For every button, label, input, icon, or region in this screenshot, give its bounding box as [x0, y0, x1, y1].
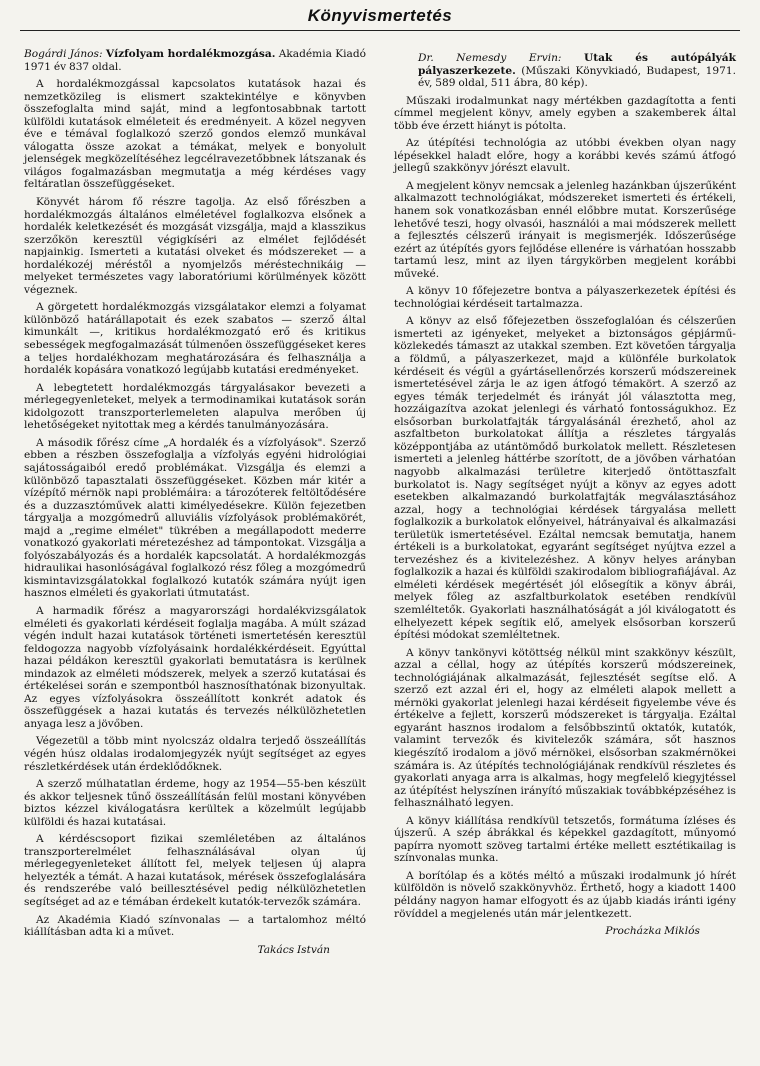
review-work-title: Vízfolyam hordalékmozgása.: [105, 48, 276, 60]
review-publication-details: (Műszaki Könyvkiadó, Budapest, 1971. év, 589 oldal, 511 ábra, 80 kép).: [418, 64, 736, 90]
title-rule: [20, 30, 740, 31]
review-paragraph: Könyvét három fő részre tagolja. Az első főrészben a hordalékmozgás általános elméletével foglalkozva elsőnek a hordalék keletkezését és mozgását vizsgálja, majd a klasszikus szerzőkön keresztül végigkíséri az elmélet fejlődését napjainkig. Ismerteti a kutatási olveket és módszereket — a hordalékozéj méréstől a nyomjelzős méréstechnikáig — melyeket természetes vagy laboratóriumi körülmények között végeznek.: [24, 196, 366, 296]
review-paragraph: A megjelent könyv nemcsak a jelenleg hazánkban újszerűként alkalmazott technológiákat, módszereket ismerteti és értékeli, hanem sok vonatkozásban ennél előbbre mutat. Korszerűsége lehetővé teszi, hogy olvasói, használói a mai módszerek mellett a fejlesztés célszerű irányait is megismerjék. Időszerűsége ezért az útépítés gyors fejlődése ellenére is várhatóan hosszabb tartamú lesz, mint az ilyen tárgykörben megjelent korábbi műveké.: [394, 179, 736, 280]
review-paragraph: A borítólap és a kötés méltó a műszaki irodalmunk jó hírét külföldön is növelő szakkönyvhöz. Érthető, hogy a kiadott 1400 példány nagyon hamar elfogyott és az újabb kiadás iránti igény rövíddel a megjelenés után már jelentkezett.: [394, 869, 736, 920]
review-paragraph: Az Akadémia Kiadó színvonalas — a tartalomhoz méltó kiállításban adta ki a művet.: [24, 913, 366, 939]
review-paragraph: A lebegtetett hordalékmozgás tárgyalásakor bevezeti a mérlegegyenleteket, melyek a termodinamikai kutatások során kidolgozott transzporterlemeleten alapulva merőben új lehetőségeket nyitottak meg a kérdés tanulmányozására.: [24, 381, 366, 432]
review-paragraph: A harmadik főrész a magyarországi hordalékvizsgálatok elméleti és gyakorlati kérdéseit foglalja magába. A múlt század végén indult hazai kutatások történeti ismertetésén keresztül feldogozza nagyobb vízfolyásaink hordalékkérdéseit. Egyúttal hazai példákon keresztül gyakorlati bemutatásra is kerülnek mindazok az elméleti módszerek, melyek a szerző kutatásai és értékelései során e szempontból hasznosíthatónak bizonyultak. Az egyes vízfolyásokra összeállított konkrét adatok és összefüggések a hazai kutatás és tervezés nélkülözhetetlen anyaga lesz a jövőben.: [24, 604, 366, 730]
review-paragraph: A szerző múlhatatlan érdeme, hogy az 1954—55-ben készült és akkor teljesnek tűnő összeállításán felül mostani könyvében biztos kézzel kiválogatásra kerültek a közelmúlt legújabb külföldi és hazai kutatásai.: [24, 778, 366, 828]
review-paragraph: Végezetül a több mint nyolcszáz oldalra terjedő összeállítás végén húsz oldalas irodalomjegyzék nyújt segítséget az egyes részletkérdések után érdeklődőknek.: [24, 735, 366, 773]
review-heading: [418, 52, 736, 90]
page-title: Könyvismertetés: [307, 6, 453, 25]
review-paragraph: A könyv az első főfejezetben összefoglalóan és célszerűen ismerteti az igényeket, melyeket a biztonságos gépjármű-közlekedés támaszt az utakkal szemben. Ezt követően tárgyalja a földmű, a pályaszerkezet, majd a különféle burkolatok kérdéseit és végül a gyártásellenőrzés korszerű módszereinek ismertetésével zárja le az igen átfogó témakört. A szerző az egyes témák terjedelmét és irányát jól választotta meg, hozzáigazítva azokat jelenlegi és várható fontosságukhoz. Ez elsősorban burkolatfajták tárgyalásánál érezhető, ahol az aszfaltbeton burkolatokat állítja a részletes tárgyalás középpontjába az utántömődő burkolatok mellett. Részletesen ismerteti a jelenleg háttérbe szorított, de a jövőben várhatóan nagyobb alkalmazási területre kiterjedő öntöttaszfalt burkolatot is. Nagy segítséget nyújt a könyv az egyes adott esetekben alkalmazandó burkolatfajták megválasztásához azzal, hogy a technológiai kérdések tárgyalása mellett foglalkozik a burkolatok előnyeivel, hátrányaival és alkalmazási területük ismertetésével. Ezáltal nemcsak bemutatja, hanem értékeli is a burkolatokat, egyaránt segítséget nyújtva ezzel a tervezéshez és a kivitelezéshez. A könyv helyes arányban foglalkozik a hazai és külföldi szakirodalom bibliografiájával. Az elméleti kérdések megértését jól elősegítik a könyv ábrái, melyek főleg az aszfaltburkolatok esetében rendkívül szemléltetők. Gyakorlati használhatóságát a jól kiválogatott és elhelyezett képek segítik elő, amelyek elsősorban korszerű építési módokat szemléltetnek.: [394, 315, 736, 642]
review-paragraph: A kérdéscsoport fizikai szemléletében az általános transzporterelmélet felhasználásával olyan új mérlegegyenleteket állított fel, melyek teljesen új alapra helyezték a témát. A hazai kutatások, mérések összefoglalására és rendszerébe való beillesztésével pedig nélkülözhetetlen segítséget ad az e témában érdekelt kutatók-tervezők számára.: [24, 833, 366, 908]
review-paragraph: A második főrész címe „A hordalék és a vízfolyások". Szerző ebben a részben összefoglalja a vízfolyás egyéni hidrológiai sajátosságaiból eredő problémákat. Vizsgálja és elemzi a különböző tapasztalati összefüggéseket. Közben már kitér a vízépítő mérnök napi problémáira: a tározóterek feltöltődésére és a duzzasztóművek alatti kimélyedésekre. Külön fejezetben tárgyalja a mozgómedrű alluviális vízfolyások problémakörét, majd a „regime elmélet" tükrében a megállapodott mederre vonatkozó gyakorlati méretezéshez ad támpontokat. Vizsgálja a folyószabályozás és a hordalék kapcsolatát. A hordalékmozgás hidraulikai hasonlóságával foglalkozó rész főleg a mozgómedrű kismintavizsgálatokkal foglalkozó kutatók számára nyújt igen hasznos elméleti és gyakorlati útmutatást.: [24, 436, 366, 600]
review-column-right: [394, 52, 736, 938]
review-signature: Procházka Miklós: [605, 925, 700, 938]
review-author: Dr. Nemesdy Ervin:: [418, 52, 562, 64]
review-heading: [24, 48, 366, 73]
review-paragraph: Műszaki irodalmunkat nagy mértékben gazdagította a fenti címmel megjelent könyv, amely egyben a szakemberek által több éve érzett hiányt is pótolta.: [394, 94, 736, 132]
review-publication-details: Akadémia Kiadó 1971 év 837 oldal.: [24, 48, 366, 73]
review-paragraph: A könyv 10 főfejezetre bontva a pályaszerkezetek építési és technológiai kérdéseit tartalmazza.: [394, 285, 736, 310]
review-paragraph: A könyv kiállítása rendkívül tetszetős, formátuma ízléses és újszerű. A szép ábrákkal és képekkel gazdagított, műnyomó papírra nyomott szöveg tartalmi értéke mellett esztétikailag is színvonalas munka.: [394, 814, 736, 865]
review-column-left: [24, 48, 366, 956]
review-author: Bogárdi János:: [24, 48, 103, 60]
review-signature: Takács István: [257, 943, 330, 956]
review-paragraph: Az útépítési technológia az utóbbi években olyan nagy lépésekkel haladt előre, hogy a korábbi kevés számú átfogó jellegű szakkönyv jórészt elavult.: [394, 137, 736, 175]
review-paragraph: A görgetett hordalékmozgás vizsgálatakor elemzi a folyamat különböző határállapotait és ezek szabatos — szerző által kimunkált —, kritikus hordalékmozgató erő és kritikus sebességek megfogalmazását túlmenően összefüggéseket keres a teljes hordalékhozam meghatározására és felhasználja a hordalék kopására vonatkozó legújabb kutatási eredményeket.: [24, 301, 366, 377]
review-paragraph: A könyv tankönyvi kötöttség nélkül mint szakkönyv készült, azzal a céllal, hogy az útépítés korszerű módszereinek, technológiájának alkalmazását, fejlesztését segítse elő. A szerző ezt azzal éri el, hogy az elméleti alapok mellett a mérnöki gyakorlat jelenlegi hazai kérdéseit figyelembe véve és értékelve a fejlett, korszerű módszereket is tárgyalja. Ezáltal egyaránt hasznos irodalom a felsőbbszintű oktatók, kutatók, valamint tervezők és kivitelezők számára, sőt hasznos kiegészítő irodalom a jövő mérnökei, elsősorban szakmérnökei számára is. Az útépítés technológiájának rendkívül részletes és gyakorlati anyaga arra is alkalmas, hogy megfelelő kiegyjtéssel az útépítést helyszínen irányító műszakiak továbbképzéséhez is felhasználható legyen.: [394, 646, 736, 810]
review-paragraph: A hordalékmozgással kapcsolatos kutatások hazai és nemzetközileg is elismert szaktekintélye e könyvben összefoglalta mind saját, mind a legfontosabbnak tartott külföldi kutatások elméleteit és eredményeit. A közel negyven éve e témával foglalkozó szerző gondos elemző munkával válogatta össze azokat a témákat, melyek e bonyolult jelenségek megközelítéséhez legcélravezetőbbnek látszanak és világos fogalmazásban megmutatja a még kérdéses vagy feltáratlan összefüggéseket.: [24, 78, 366, 191]
review-work-title: Utak és autópályák pályaszerkezete.: [418, 52, 736, 77]
